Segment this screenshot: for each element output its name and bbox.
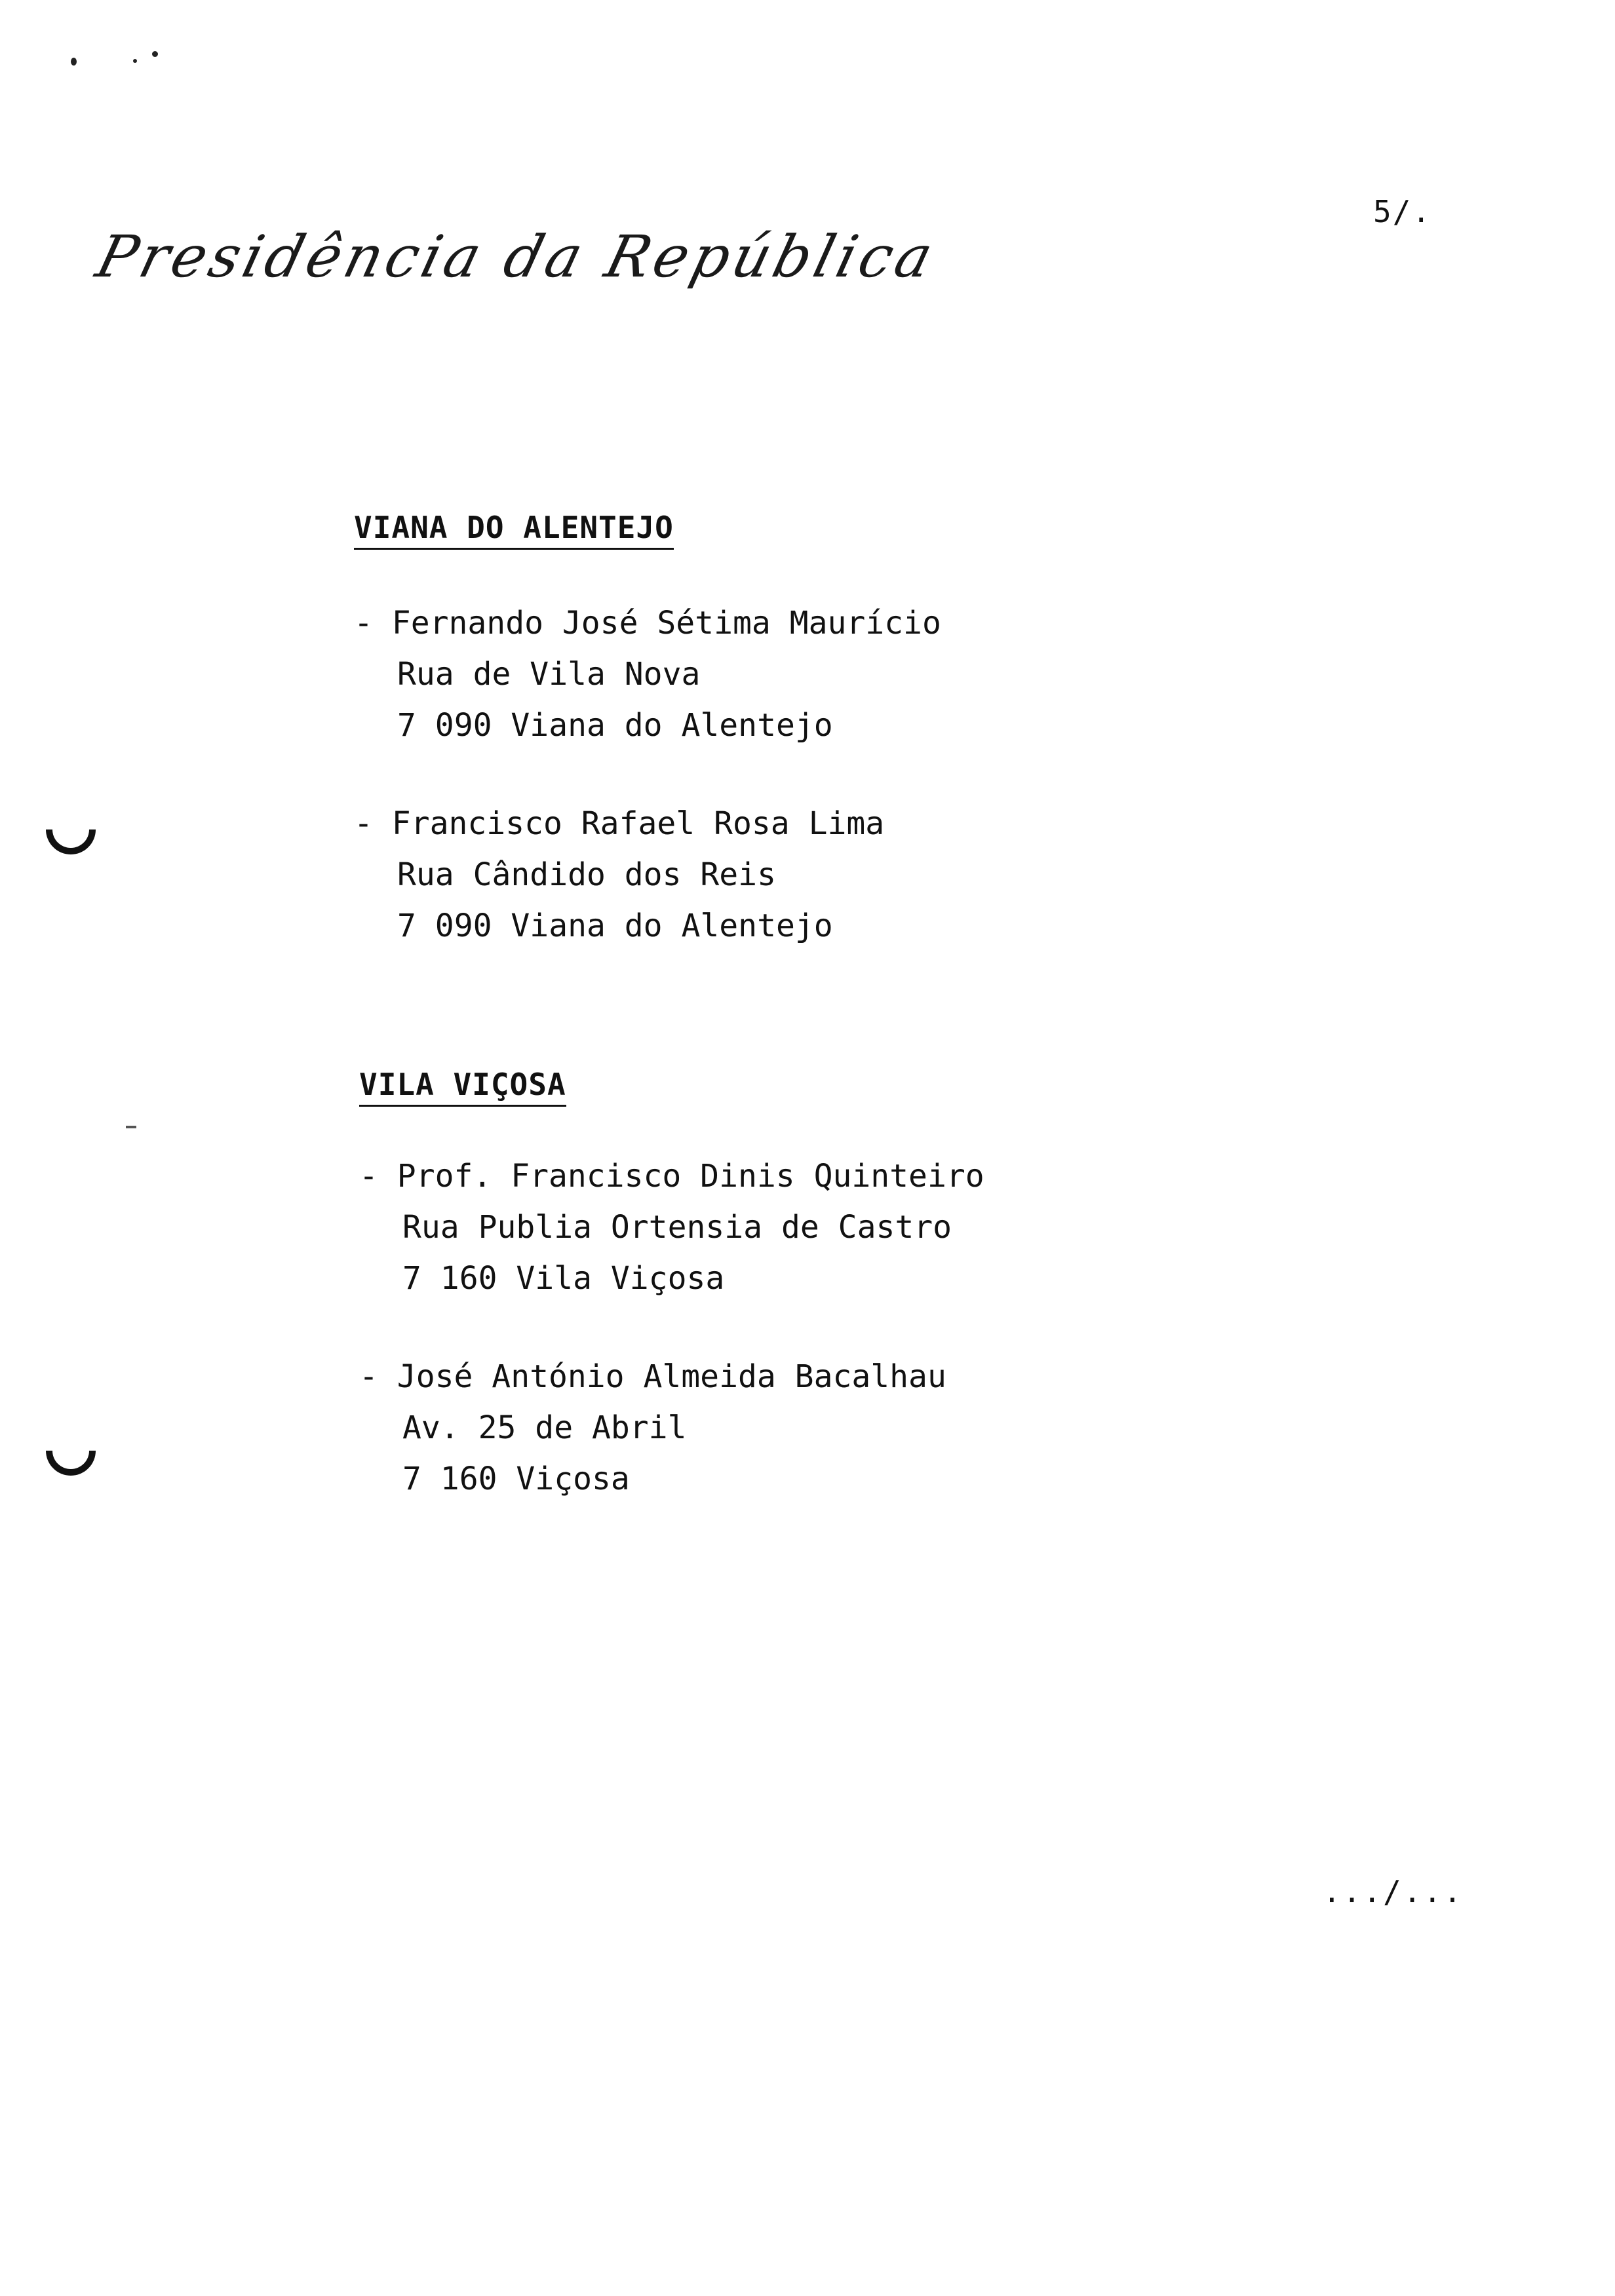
entry-name: - Fernando José Sétima Maurício xyxy=(354,605,941,641)
page-number: 5/. xyxy=(1373,194,1432,229)
entry-postal: 7 090 Viana do Alentejo xyxy=(397,908,833,944)
entry-postal: 7 160 Viçosa xyxy=(402,1461,630,1497)
entry-name: - Prof. Francisco Dinis Quinteiro xyxy=(359,1158,984,1195)
entry-postal: 7 090 Viana do Alentejo xyxy=(397,707,833,744)
entry-street: Rua de Vila Nova xyxy=(397,656,701,693)
scan-speck xyxy=(71,58,77,66)
address-entry xyxy=(354,598,941,751)
letterhead-signature: Presidência da República xyxy=(90,223,943,290)
entry-postal: 7 160 Vila Viçosa xyxy=(402,1260,725,1297)
continuation-marker: .../... xyxy=(1323,1874,1464,1909)
scan-speck xyxy=(133,59,137,63)
entry-street: Rua Publia Ortensia de Castro xyxy=(402,1209,952,1246)
section-title: VIANA DO ALENTEJO xyxy=(354,510,674,550)
address-entry xyxy=(354,798,884,951)
section-vila-vicosa xyxy=(359,1067,1473,1107)
entry-street: Av. 25 de Abril xyxy=(402,1409,687,1446)
entry-name: - José António Almeida Bacalhau xyxy=(359,1358,946,1395)
address-entry xyxy=(359,1151,984,1304)
address-entry xyxy=(359,1351,946,1504)
check-mark-icon xyxy=(35,794,106,864)
entry-street: Rua Cândido dos Reis xyxy=(397,856,776,893)
section-viana-do-alentejo xyxy=(354,510,1468,550)
section-title: VILA VIÇOSA xyxy=(359,1067,566,1107)
margin-dash xyxy=(126,1126,136,1128)
check-mark-icon xyxy=(35,1415,106,1485)
entry-name: - Francisco Rafael Rosa Lima xyxy=(354,805,885,842)
scan-speck xyxy=(152,51,158,57)
